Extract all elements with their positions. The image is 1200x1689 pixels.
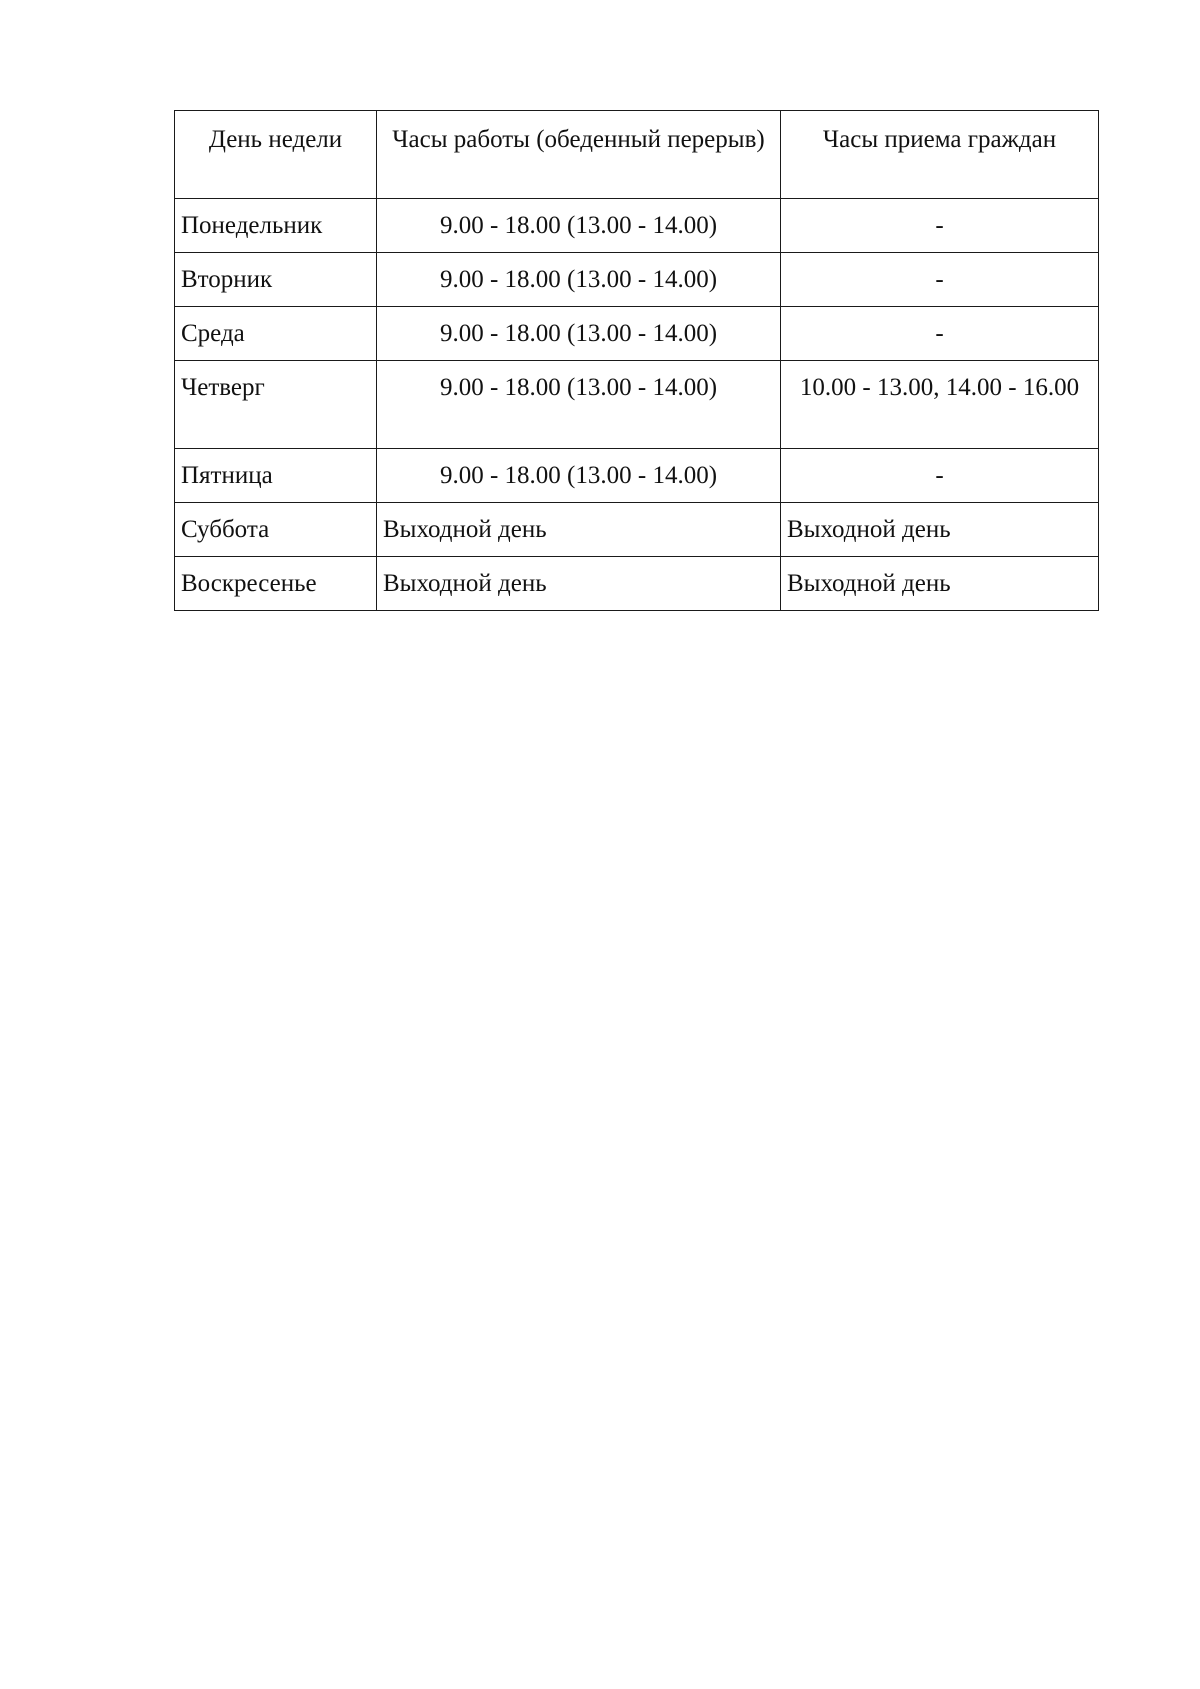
schedule-table (174, 110, 1099, 611)
cell-day: Вторник (175, 253, 377, 307)
header-day: День недели (175, 111, 377, 199)
table-row (175, 307, 1099, 361)
cell-reception-hours: - (781, 253, 1099, 307)
table-header-row (175, 111, 1099, 199)
cell-day: Воскресенье (175, 557, 377, 611)
cell-work-hours: 9.00 - 18.00 (13.00 - 14.00) (377, 199, 781, 253)
cell-day: Пятница (175, 449, 377, 503)
cell-day: Среда (175, 307, 377, 361)
cell-reception-hours: 10.00 - 13.00, 14.00 - 16.00 (781, 361, 1099, 449)
cell-work-hours: Выходной день (377, 503, 781, 557)
cell-work-hours: 9.00 - 18.00 (13.00 - 14.00) (377, 253, 781, 307)
cell-reception-hours: Выходной день (781, 503, 1099, 557)
cell-reception-hours: Выходной день (781, 557, 1099, 611)
cell-reception-hours: - (781, 199, 1099, 253)
table-row (175, 361, 1099, 449)
table-row (175, 557, 1099, 611)
table-row (175, 253, 1099, 307)
cell-work-hours: 9.00 - 18.00 (13.00 - 14.00) (377, 307, 781, 361)
header-work-hours: Часы работы (обеденный перерыв) (377, 111, 781, 199)
cell-day: Четверг (175, 361, 377, 449)
table-row (175, 199, 1099, 253)
table-row (175, 449, 1099, 503)
header-reception-hours: Часы приема граждан (781, 111, 1099, 199)
cell-reception-hours: - (781, 449, 1099, 503)
cell-day: Суббота (175, 503, 377, 557)
cell-work-hours: Выходной день (377, 557, 781, 611)
cell-day: Понедельник (175, 199, 377, 253)
cell-reception-hours: - (781, 307, 1099, 361)
cell-work-hours: 9.00 - 18.00 (13.00 - 14.00) (377, 361, 781, 449)
table-row (175, 503, 1099, 557)
cell-work-hours: 9.00 - 18.00 (13.00 - 14.00) (377, 449, 781, 503)
